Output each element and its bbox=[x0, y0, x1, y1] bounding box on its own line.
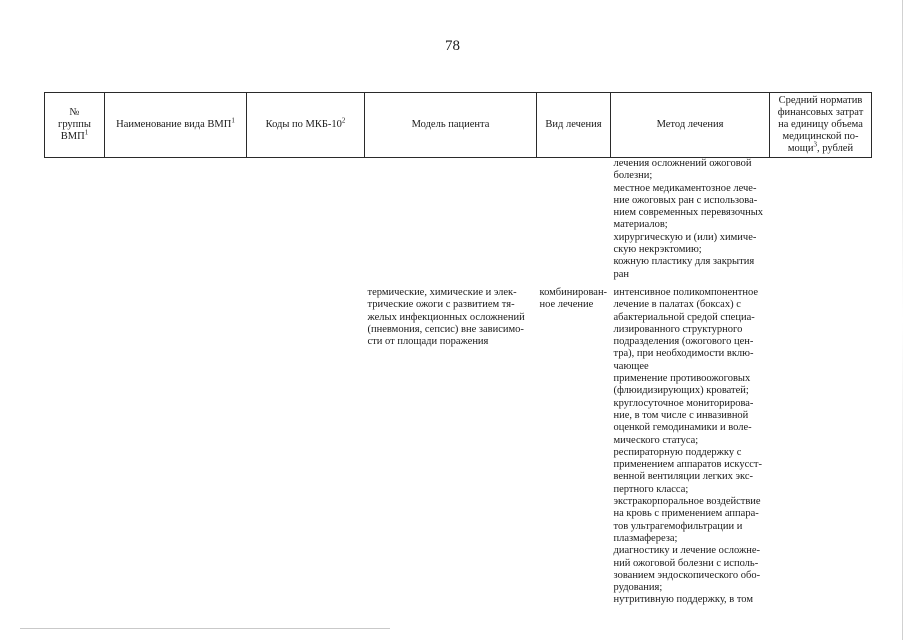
page-number: 78 bbox=[445, 38, 460, 54]
treatment-line: комбинирован- bbox=[539, 286, 608, 298]
row1-cost-cell bbox=[770, 158, 872, 281]
treatment-line: ное лечение bbox=[539, 299, 594, 311]
row1-codes-cell bbox=[247, 158, 365, 281]
row1-method-cell bbox=[611, 158, 770, 281]
header-cost-norm-footnote: 3 bbox=[813, 140, 818, 149]
row1-treatment-cell bbox=[537, 158, 611, 281]
row2-group-cell bbox=[45, 281, 105, 607]
method-line: зованием эндоскопического обо- bbox=[613, 569, 761, 581]
header-vmp-name-text: Наименование вида ВМП bbox=[116, 119, 232, 130]
method-line: ние, в том числе с инвазивной bbox=[613, 409, 749, 421]
method-line: подразделения (ожогового цен- bbox=[613, 336, 754, 348]
model-line: (пневмония, сепсис) вне зависимо- bbox=[367, 323, 524, 335]
method-line: местное медикаментозное лече- bbox=[613, 182, 757, 194]
method-line: оценкой гемодинамики и воле- bbox=[613, 422, 752, 434]
header-cost-norm-line-1: Средний норматив bbox=[778, 95, 863, 106]
model-line: трические ожоги с развитием тя- bbox=[367, 299, 515, 311]
method-line: кожную пластику для закрытия bbox=[613, 256, 755, 268]
method-line: диагностику и лечение осложне- bbox=[613, 545, 761, 557]
method-line: применением аппаратов искусст- bbox=[613, 459, 762, 471]
header-group-line-3: ВМП bbox=[60, 131, 85, 142]
method-line: лечения осложнений ожоговой bbox=[613, 158, 752, 169]
row2-cost-cell bbox=[770, 281, 872, 607]
header-group-line-1: № bbox=[69, 107, 80, 118]
method-line: пертного класса; bbox=[613, 483, 689, 495]
header-group-number bbox=[45, 93, 105, 158]
row1-name-cell bbox=[105, 158, 247, 281]
method-line: тра), при необходимости вклю- bbox=[613, 348, 754, 360]
vmp-table bbox=[44, 92, 872, 607]
header-vmp-name-footnote: 1 bbox=[231, 116, 235, 125]
header-cost-norm-line-2: финансовых затрат bbox=[777, 107, 864, 118]
header-treatment-method: Метод лечения bbox=[611, 93, 770, 158]
method-line: экстракорпоральное воздействие bbox=[613, 496, 761, 508]
method-line: интенсивное поликомпонентное bbox=[613, 286, 758, 298]
method-line: скую некрэктомию; bbox=[613, 244, 702, 256]
header-group-footnote: 1 bbox=[84, 128, 89, 137]
method-line: ние ожоговых ран с использова- bbox=[613, 194, 758, 206]
row2-codes-cell bbox=[247, 281, 365, 607]
method-line: нием современных перевязочных bbox=[613, 207, 764, 219]
method-line: применение противоожоговых bbox=[613, 373, 751, 385]
header-icd-codes-footnote: 2 bbox=[341, 116, 346, 125]
method-line: на кровь с применением аппара- bbox=[613, 508, 759, 520]
method-line: плазмафереза; bbox=[613, 532, 678, 544]
row1-model-cell bbox=[365, 158, 537, 281]
header-cost-norm bbox=[770, 93, 872, 158]
header-cost-norm-line-5: мощи bbox=[787, 143, 814, 154]
method-line: лечение в палатах (боксах) с bbox=[613, 299, 741, 311]
header-cost-norm-tail: , рублей bbox=[817, 143, 854, 154]
row2-method-cell bbox=[611, 281, 770, 607]
scan-edge-shadow bbox=[902, 0, 903, 640]
table-row bbox=[45, 158, 872, 281]
method-line: мического статуса; bbox=[613, 434, 699, 446]
method-line: хирургическую и (или) химиче- bbox=[613, 231, 757, 243]
row2-name-cell bbox=[105, 281, 247, 607]
method-line: нутритивную поддержку, в том bbox=[613, 594, 754, 606]
header-group-line-2: группы bbox=[58, 119, 91, 130]
method-line: ран bbox=[613, 268, 630, 280]
method-line: (флюидизирующих) кроватей; bbox=[613, 385, 749, 397]
method-line: венной вентиляции легких экс- bbox=[613, 471, 754, 483]
header-treatment-type: Вид лечения bbox=[537, 93, 611, 158]
method-line: чающее bbox=[613, 360, 649, 372]
method-line: ний ожоговой болезни с исполь- bbox=[613, 557, 759, 569]
method-line: тов ультрагемофильтрации и bbox=[613, 520, 743, 532]
model-line: термические, химические и элек- bbox=[367, 286, 517, 298]
row2-model-cell bbox=[365, 281, 537, 607]
header-cost-norm-line-3: на единицу объема bbox=[778, 119, 863, 130]
row2-treatment-cell bbox=[537, 281, 611, 607]
method-line: лизированного структурного bbox=[613, 323, 743, 335]
header-patient-model: Модель пациента bbox=[365, 93, 537, 158]
footnote-separator bbox=[20, 628, 390, 629]
table-row bbox=[45, 281, 872, 607]
method-line: болезни; bbox=[613, 170, 653, 182]
method-line: материалов; bbox=[613, 219, 668, 231]
model-line: желых инфекционных осложнений bbox=[367, 311, 525, 323]
header-vmp-name bbox=[105, 93, 247, 158]
method-line: круглосуточное мониторирова- bbox=[613, 397, 754, 409]
method-line: рудования; bbox=[613, 582, 663, 594]
header-cost-norm-line-4: медицинской по- bbox=[782, 131, 859, 142]
header-icd-codes-text: Коды по МКБ-10 bbox=[265, 119, 342, 130]
model-line: сти от площади поражения bbox=[367, 336, 489, 348]
method-line: респираторную поддержку с bbox=[613, 446, 742, 458]
header-icd-codes bbox=[247, 93, 365, 158]
method-line: абактериальной средой специа- bbox=[613, 311, 755, 323]
row1-group-cell bbox=[45, 158, 105, 281]
table-header-row bbox=[45, 93, 872, 158]
